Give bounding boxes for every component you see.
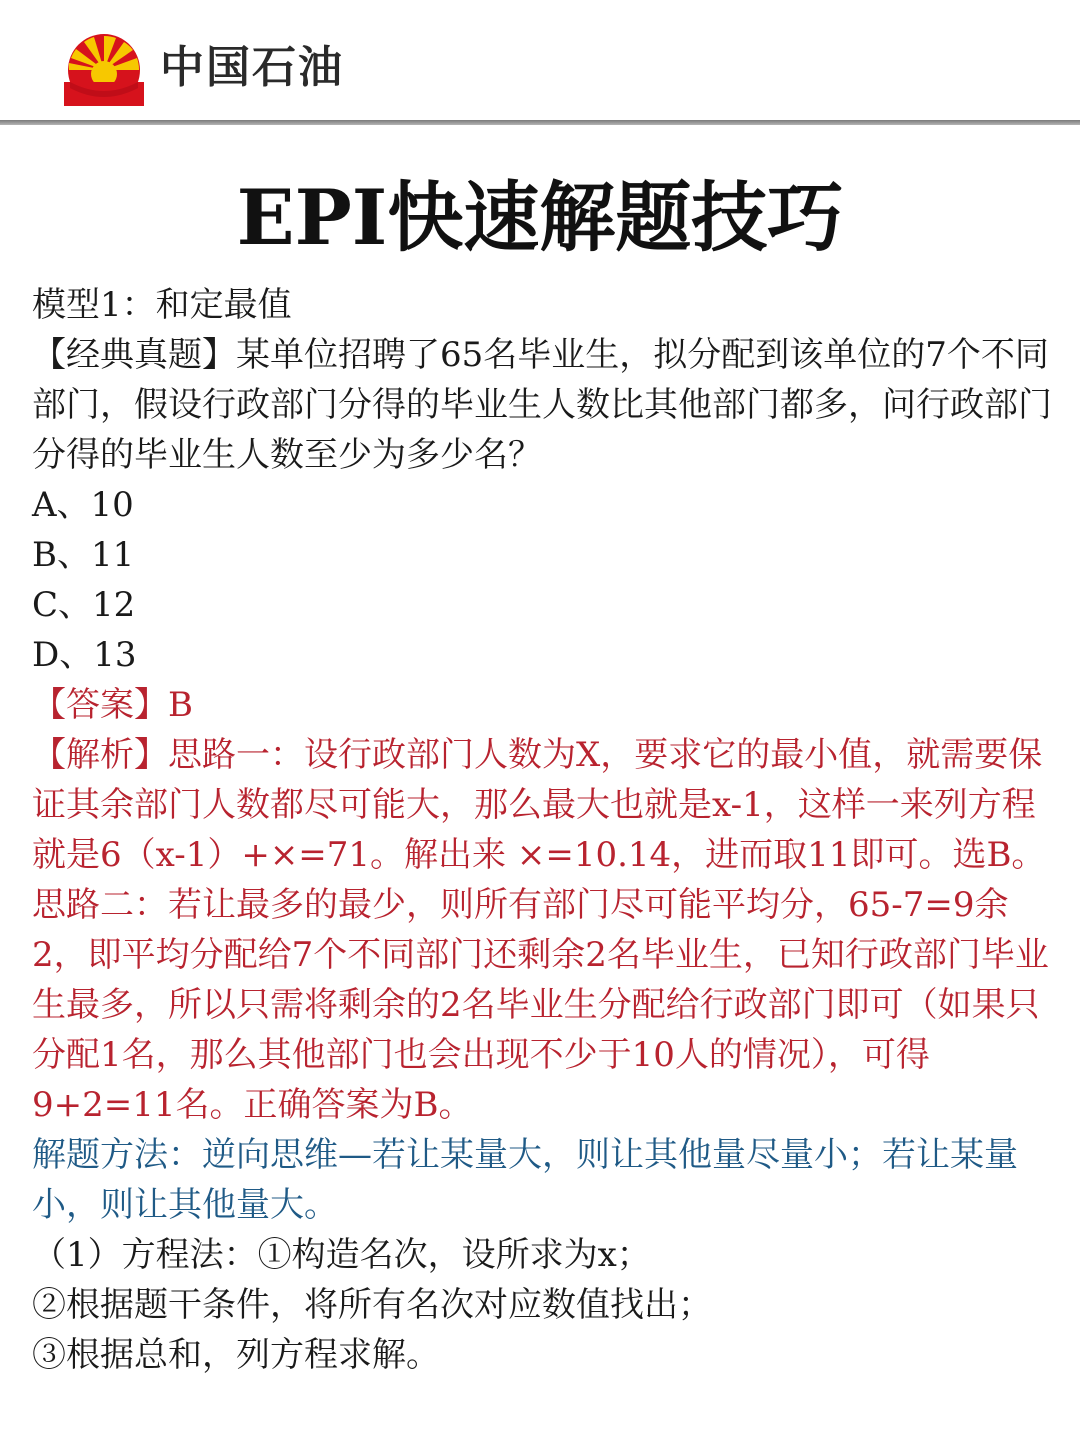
question-text: 【经典真题】某单位招聘了65名毕业生，拟分配到该单位的7个不同部门，假设行政部门分得的毕业生人数比其他部门都多，问行政部门分得的毕业生人数至少为多少名？ [32,335,1052,475]
answer-text: 【答案】B [32,685,193,725]
model-heading: 模型1：和定最值 [32,285,292,325]
step-3: ③根据总和，列方程求解。 [32,1335,440,1375]
brand-name: 中国石油 [160,42,344,93]
option-c: C、12 [32,585,136,625]
option-d: D、13 [32,635,137,675]
analysis-approach-2: 思路二：若让最多的最少，则所有部门尽可能平均分，65-7=9余2，即平均分配给7个不同部门还剩余2名毕业生，已知行政部门毕业生最多，所以只需将剩余的2名毕业生分配给行政部门即可（如果只分配1名，那么其他部门也会出现不少于10人的情况），可得9+2=11名。正确答案为B。 [32,885,1049,1125]
cnpc-logo-icon [64,30,144,106]
step-1: （1）方程法：①构造名次，设所求为x； [32,1235,651,1275]
solving-method: 解题方法：逆向思维—若让某量大，则让其他量尽量小；若让某量小，则让其他量大。 [32,1135,1018,1225]
page-title: EPI快速解题技巧 [236,173,844,262]
step-2: ②根据题干条件，将所有名次对应数值找出； [32,1285,712,1325]
header-divider [0,120,1080,125]
header-bar [0,0,1080,120]
analysis-approach-1: 【解析】思路一：设行政部门人数为X，要求它的最小值，就需要保证其余部门人数都尽可能大，那么最大也就是x-1，这样一来列方程就是6（x-1）+×=71。解出来 ×=10.14，进而取11即可。选B。 [32,735,1046,875]
option-a: A、10 [32,485,134,525]
option-b: B、11 [32,535,135,575]
article-body [32,280,1052,1380]
